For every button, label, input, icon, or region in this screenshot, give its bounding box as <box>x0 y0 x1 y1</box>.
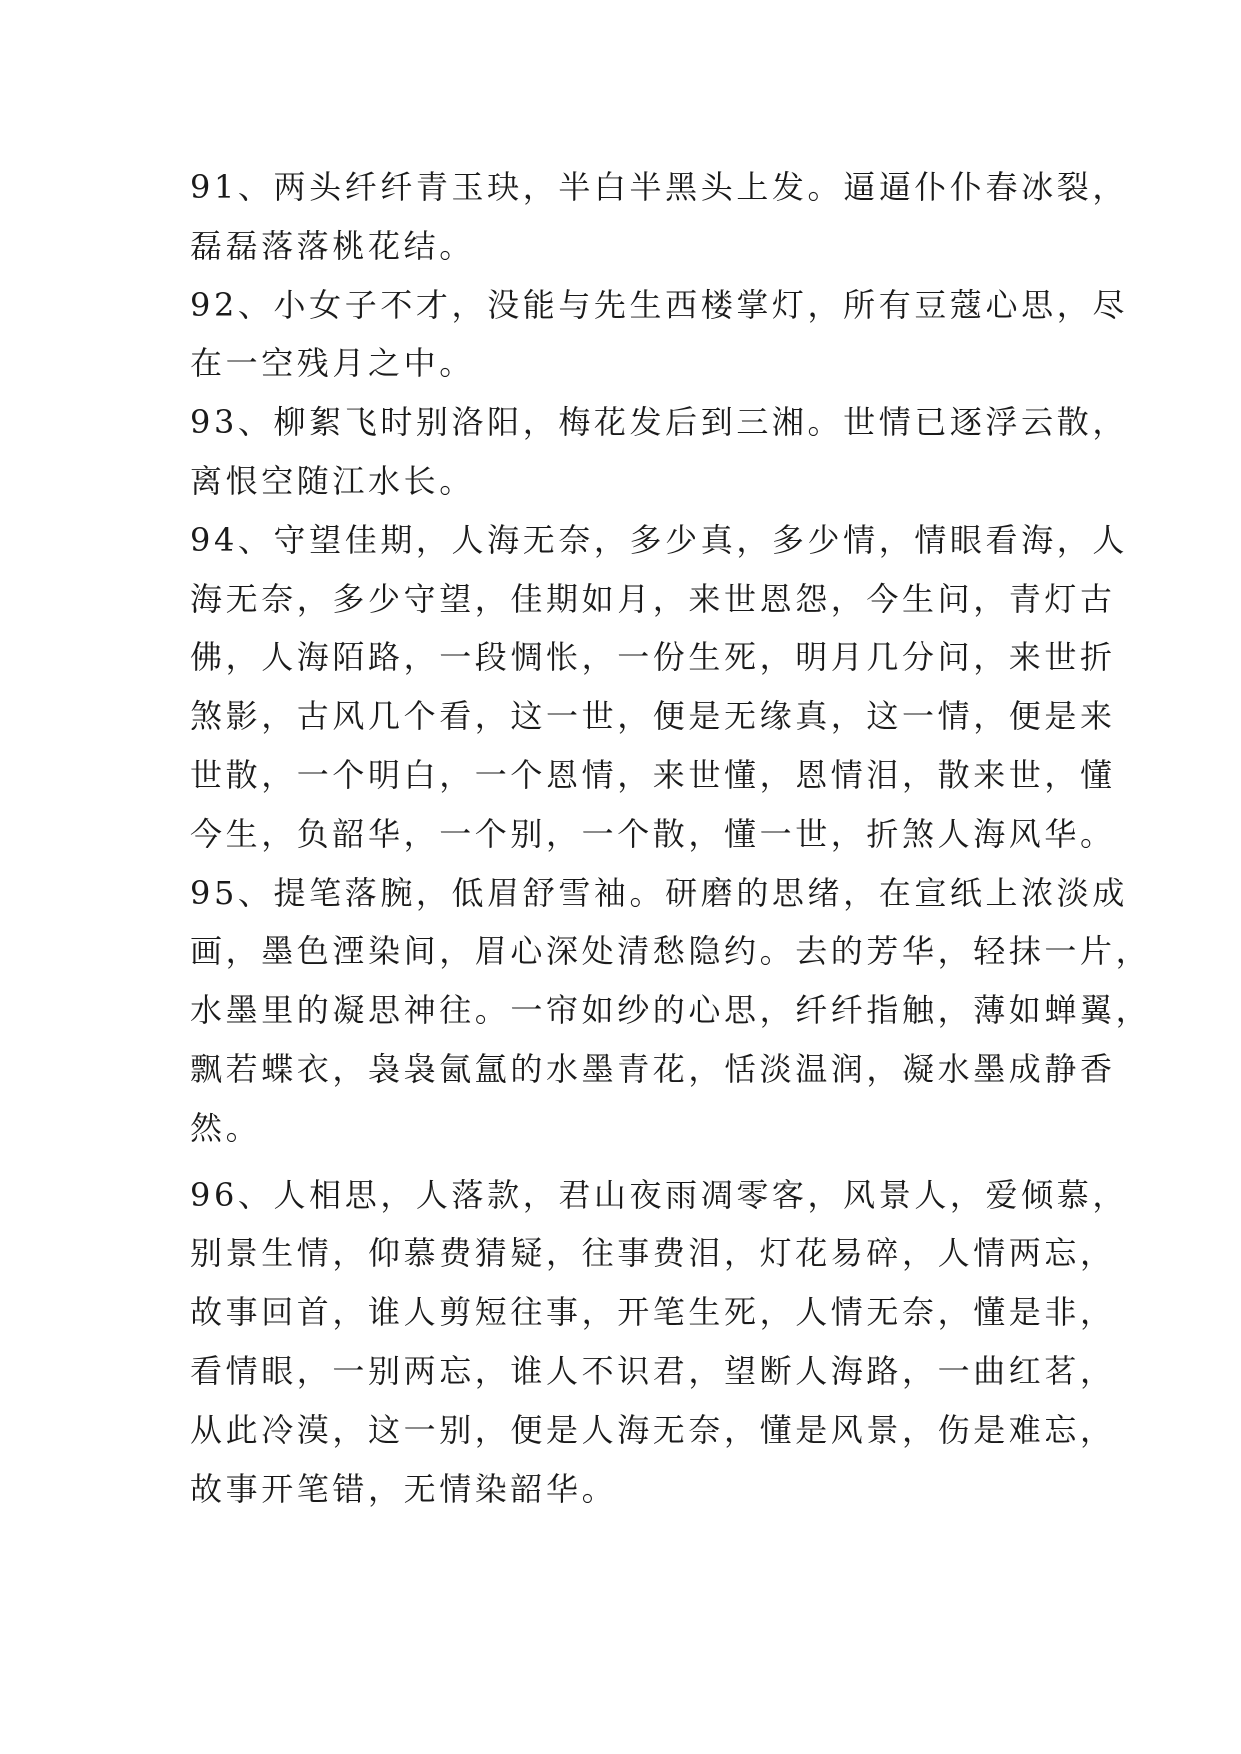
paragraph-96 <box>190 1166 1128 1519</box>
text-line: 飘若蝶衣，袅袅氤氲的水墨青花，恬淡温润，凝水墨成静香 <box>190 1049 1116 1088</box>
paragraph-93 <box>190 393 1128 511</box>
text-line: 94、守望佳期，人海无奈，多少真，多少情，情眼看海，人 <box>190 520 1128 559</box>
text-line: 画，墨色湮染间，眉心深处清愁隐约。去的芳华，轻抹一片， <box>190 932 1152 971</box>
text-line: 水墨里的凝思神往。一帘如纱的心思，纤纤指触，薄如蝉翼， <box>190 991 1152 1030</box>
text-line: 佛，人海陌路，一段惆怅，一份生死，明月几分问，来世折 <box>190 638 1116 677</box>
text-line: 海无奈，多少守望，佳期如月，来世恩怨，今生问，青灯古 <box>190 579 1116 618</box>
text-line: 故事回首，谁人剪短往事，开笔生死，人情无奈，懂是非， <box>190 1293 1116 1332</box>
text-line: 然。 <box>190 1108 262 1147</box>
text-line: 煞影，古风几个看，这一世，便是无缘真，这一情，便是来 <box>190 697 1116 736</box>
text-line: 故事开笔错，无情染韶华。 <box>190 1469 618 1508</box>
text-line: 从此冷漠，这一别，便是人海无奈，懂是风景，伤是难忘， <box>190 1410 1116 1449</box>
text-line: 今生，负韶华，一个别，一个散，懂一世，折煞人海风华。 <box>190 814 1116 853</box>
paragraph-91 <box>190 158 1128 276</box>
paragraph-92 <box>190 276 1128 394</box>
text-line: 在一空残月之中。 <box>190 344 475 383</box>
text-line: 别景生情，仰慕费猜疑，往事费泪，灯花易碎，人情两忘， <box>190 1234 1116 1273</box>
document-body <box>190 158 1152 1518</box>
text-line: 离恨空随江水长。 <box>190 461 475 500</box>
text-line: 95、提笔落腕，低眉舒雪袖。研磨的思绪，在宣纸上浓淡成 <box>190 873 1128 912</box>
paragraph-95 <box>190 864 1152 1158</box>
text-line: 91、两头纤纤青玉玦，半白半黑头上发。逼逼仆仆春冰裂， <box>190 168 1128 206</box>
text-line: 看情眼，一别两忘，谁人不识君，望断人海路，一曲红茗， <box>190 1351 1116 1390</box>
text-line: 磊磊落落桃花结。 <box>190 226 475 265</box>
paragraph-94 <box>190 511 1128 864</box>
text-line: 92、小女子不才，没能与先生西楼掌灯，所有豆蔻心思，尽 <box>190 285 1128 324</box>
text-line: 世散，一个明白，一个恩情，来世懂，恩情泪，散来世，懂 <box>190 755 1116 794</box>
paragraph-spacer <box>190 1158 1060 1166</box>
text-line: 93、柳絮飞时别洛阳，梅花发后到三湘。世情已逐浮云散， <box>190 403 1128 442</box>
text-line: 96、人相思，人落款，君山夜雨凋零客，风景人，爱倾慕， <box>190 1175 1128 1214</box>
